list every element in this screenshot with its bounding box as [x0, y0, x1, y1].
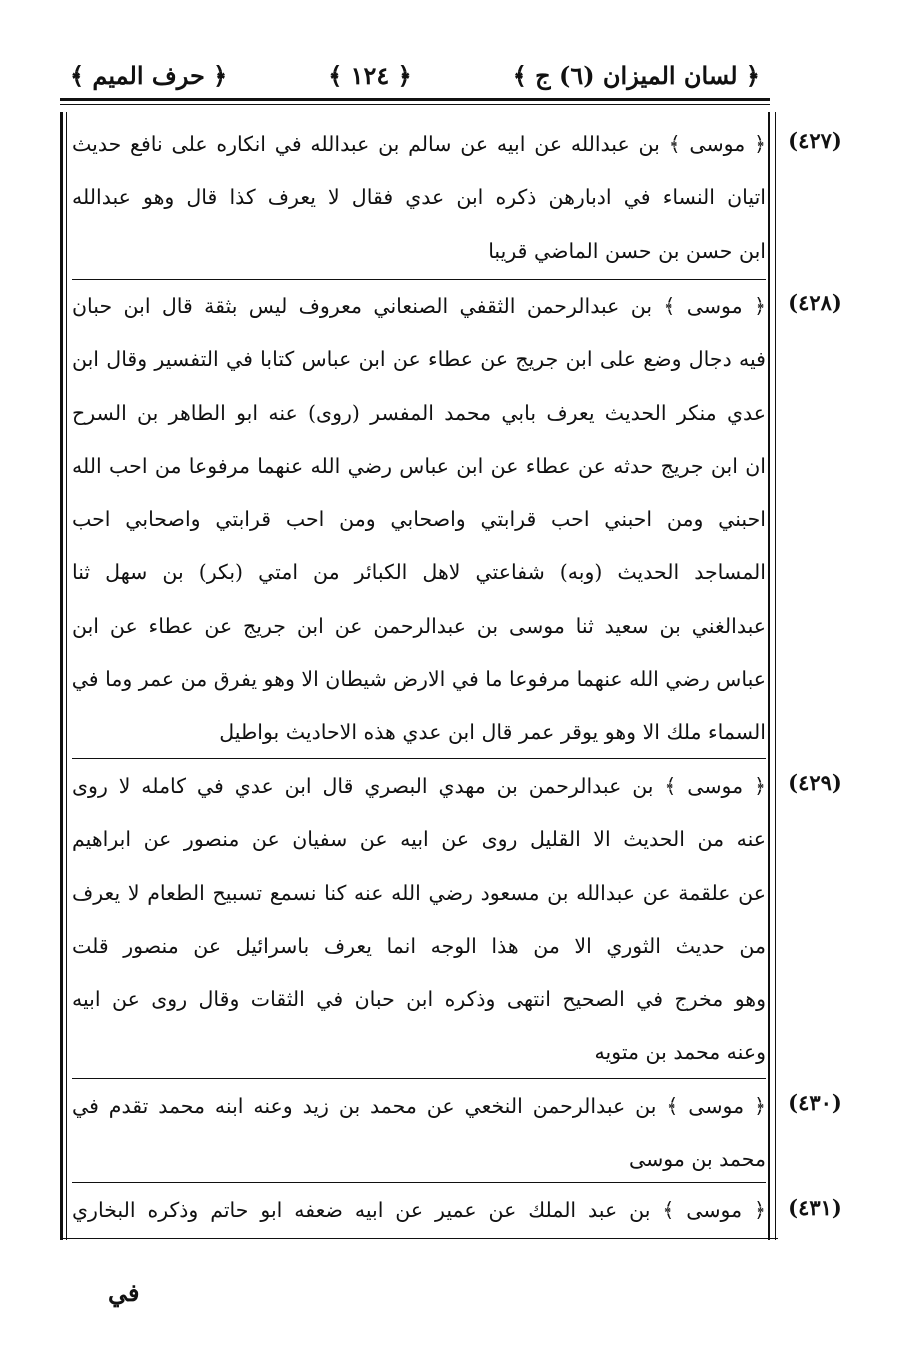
entry-text	[72, 1184, 766, 1237]
header-rule-thin	[60, 104, 770, 105]
text-line: فيه دجال وضع على ابن جريج عن عطاء عن ابن عباس كتابا في التفسير وقال ابن	[72, 347, 766, 372]
entry-text	[72, 118, 766, 278]
book-title: ﴿ لسان الميزان (٦) ج ﴾	[512, 60, 760, 90]
entry-separator	[72, 758, 766, 759]
text-line: وهو مخرج في الصحيح انتهى وذكره ابن حبان في الثقات وقال روى عن ابيه	[72, 987, 766, 1012]
text-line: محمد بن موسى	[628, 1147, 766, 1172]
text-line: ابن حسن بن حسن الماضي قريبا	[488, 238, 766, 263]
text-line: السماء ملك الا وهو يوقر عمر قال ابن عدي هذه الاحاديث بواطيل	[219, 720, 766, 745]
frame-right-border	[768, 112, 770, 1240]
text-line: عبدالغني بن سعيد ثنا موسى بن عبدالرحمن عن ابن جريج عن عطاء عن ابن	[72, 613, 766, 638]
text-line: ﴿ موسى ﴾ بن عبدالله عن ابيه عن سالم بن عبدالله في انكاره على نافع حديث	[72, 132, 766, 156]
text-line: احبني ومن احبني احب قرابتي واصحابي ومن احب قرابتي واصحابي احب	[72, 507, 766, 532]
header-rule-thick	[60, 98, 770, 101]
entry-number: (٤٢٧)	[788, 128, 842, 153]
entry-separator	[72, 1078, 766, 1079]
frame-right-border-inner	[775, 112, 776, 1240]
entry-text	[72, 760, 766, 1080]
text-line: عن علقمة عن عبدالله بن مسعود رضي الله عنه كنا نسمع تسبيح الطعام لا يعرف	[72, 880, 766, 905]
frame-left-border	[60, 112, 63, 1240]
text-line: ﴿ موسى ﴾ بن عبد الملك عن عمير عن ابيه ضعفه ابو حاتم وذكره البخاري	[72, 1198, 766, 1222]
text-line: المساجد الحديث (وبه) شفاعتي لاهل الكبائر من امتي (بكر) بن سهل ثنا	[72, 560, 766, 585]
text-line: ان ابن جريج حدثه عن عطاء عن ابن عباس رضي الله عنهما مرفوعا من احب الله	[72, 453, 766, 478]
entry-number: (٤٢٩)	[788, 770, 842, 795]
page-number: ﴿ ١٢٤ ﴾	[328, 60, 412, 90]
entry-number: (٤٣٠)	[788, 1090, 842, 1115]
entry-text	[72, 1080, 766, 1187]
entry-text	[72, 280, 766, 760]
text-line: ﴿ موسى ﴾ بن عبدالرحمن بن مهدي البصري قال ابن عدي في كامله لا روى	[72, 774, 766, 798]
frame-bottom-border	[60, 1238, 778, 1239]
page-header	[70, 52, 760, 98]
text-line: اتيان النساء في ادبارهن ذكره ابن عدي فقال لا يعرف كذا قال وهو عبدالله	[72, 185, 766, 210]
frame-left-border-inner	[66, 112, 67, 1240]
text-line: عباس رضي الله عنهما مرفوعا ما في الارض شيطان الا وهو يفرق من عمر وما في	[72, 667, 766, 692]
entry-number: (٤٣١)	[788, 1195, 842, 1220]
text-line: ﴿ موسى ﴾ بن عبدالرحمن النخعي عن محمد بن زيد وعنه ابنه محمد تقدم في	[72, 1094, 766, 1118]
text-line: وعنه محمد بن متويه	[594, 1040, 766, 1065]
text-line: عدي منكر الحديث يعرف بابي محمد المفسر (روى) عنه ابو الطاهر بن السرح	[72, 400, 766, 425]
text-line: من حديث الثوري الا من هذا الوجه انما يعرف باسرائيل عن منصور قلت	[72, 933, 766, 958]
text-line: ﴿ موسى ﴾ بن عبدالرحمن الثقفي الصنعاني معروف ليس بثقة قال ابن حبان	[72, 294, 766, 318]
text-line: عنه من الحديث الا القليل روى عن ابيه عن سفيان عن منصور عن ابراهيم	[72, 827, 766, 852]
chapter-title: ﴿ حرف الميم ﴾	[70, 60, 228, 90]
catchword: في	[108, 1278, 140, 1307]
entry-separator	[72, 1182, 766, 1183]
entry-number: (٤٢٨)	[788, 290, 842, 315]
